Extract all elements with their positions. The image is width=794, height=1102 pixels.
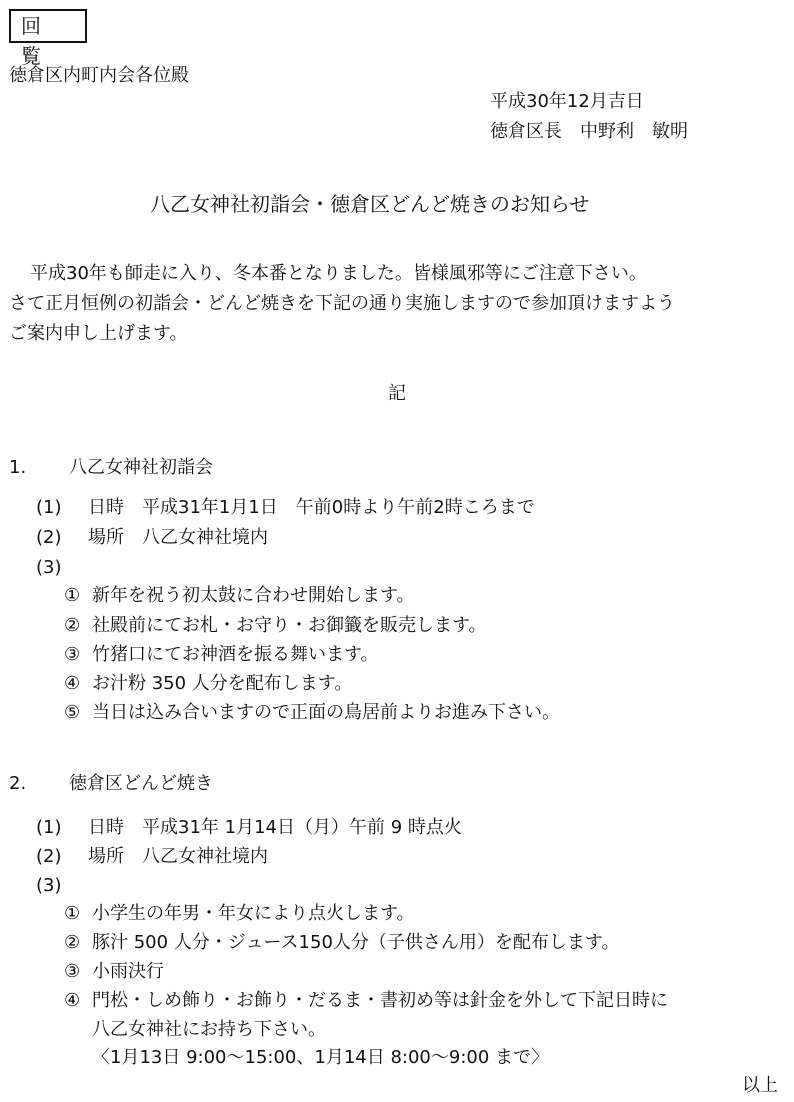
recipient: 徳倉区内町内会各位殿	[9, 65, 189, 86]
sub-item: ③ 竹猪口にてお神酒を振る舞います。	[64, 644, 379, 665]
ki-marker: 記	[388, 383, 406, 404]
sub-item: ③ 小雨決行	[64, 961, 164, 982]
sub-item-continuation: 〈1月13日 9:00～15:00、1月14日 8:00～9:00 まで〉	[92, 1047, 550, 1068]
document-title: 八乙女神社初詣会・徳倉区どんど焼きのお知らせ	[150, 192, 590, 216]
list-item: (2) 場所 八乙女神社境内	[36, 527, 268, 548]
sub-item: ② 豚汁 500 人分・ジュース150人分（子供さん用）を配布します。	[64, 932, 620, 953]
sub-item: ④ お汁粉 350 人分を配布します。	[64, 673, 353, 694]
list-item: (2) 場所 八乙女神社境内	[36, 846, 268, 867]
section-title: 徳倉区どんど焼き	[69, 773, 213, 794]
sender: 徳倉区長 中野利 敏明	[490, 121, 688, 142]
sub-item-continuation: 八乙女神社にお持ち下さい。	[92, 1019, 326, 1040]
list-item: (3)	[36, 875, 62, 896]
section-1-heading	[9, 456, 213, 480]
kairan-stamp: 回 覧	[9, 9, 87, 43]
sub-item: ⑤ 当日は込み合いますので正面の鳥居前よりお進み下さい。	[64, 702, 560, 723]
sub-item: ④ 門松・しめ飾り・お飾り・だるま・書初め等は針金を外して下記日時に	[64, 990, 668, 1011]
section-2-heading	[9, 772, 213, 796]
list-item: (1) 日時 平成31年1月1日 午前0時より午前2時ころまで	[36, 497, 535, 518]
intro-line-1: 平成30年も師走に入り、冬本番となりました。皆様風邪等にご注意下さい。	[30, 263, 647, 284]
section-title: 八乙女神社初詣会	[69, 457, 213, 478]
intro-line-2: さて正月恒例の初詣会・どんど焼きを下記の通り実施しますので参加頂けますよう	[9, 293, 675, 314]
list-item: (3)	[36, 557, 62, 578]
section-number: 2.	[9, 773, 27, 794]
sub-item: ① 新年を祝う初太鼓に合わせ開始します。	[64, 585, 415, 606]
sub-item: ② 社殿前にてお札・お守り・お御籤を販売します。	[64, 615, 487, 636]
sub-item: ① 小学生の年男・年女により点火します。	[64, 903, 415, 924]
section-number: 1.	[9, 457, 27, 478]
intro-line-3: ご案内申し上げます。	[9, 323, 188, 344]
closing: 以上	[742, 1075, 778, 1096]
date: 平成30年12月吉日	[490, 91, 644, 112]
list-item: (1) 日時 平成31年 1月14日（月）午前 9 時点火	[36, 817, 462, 838]
